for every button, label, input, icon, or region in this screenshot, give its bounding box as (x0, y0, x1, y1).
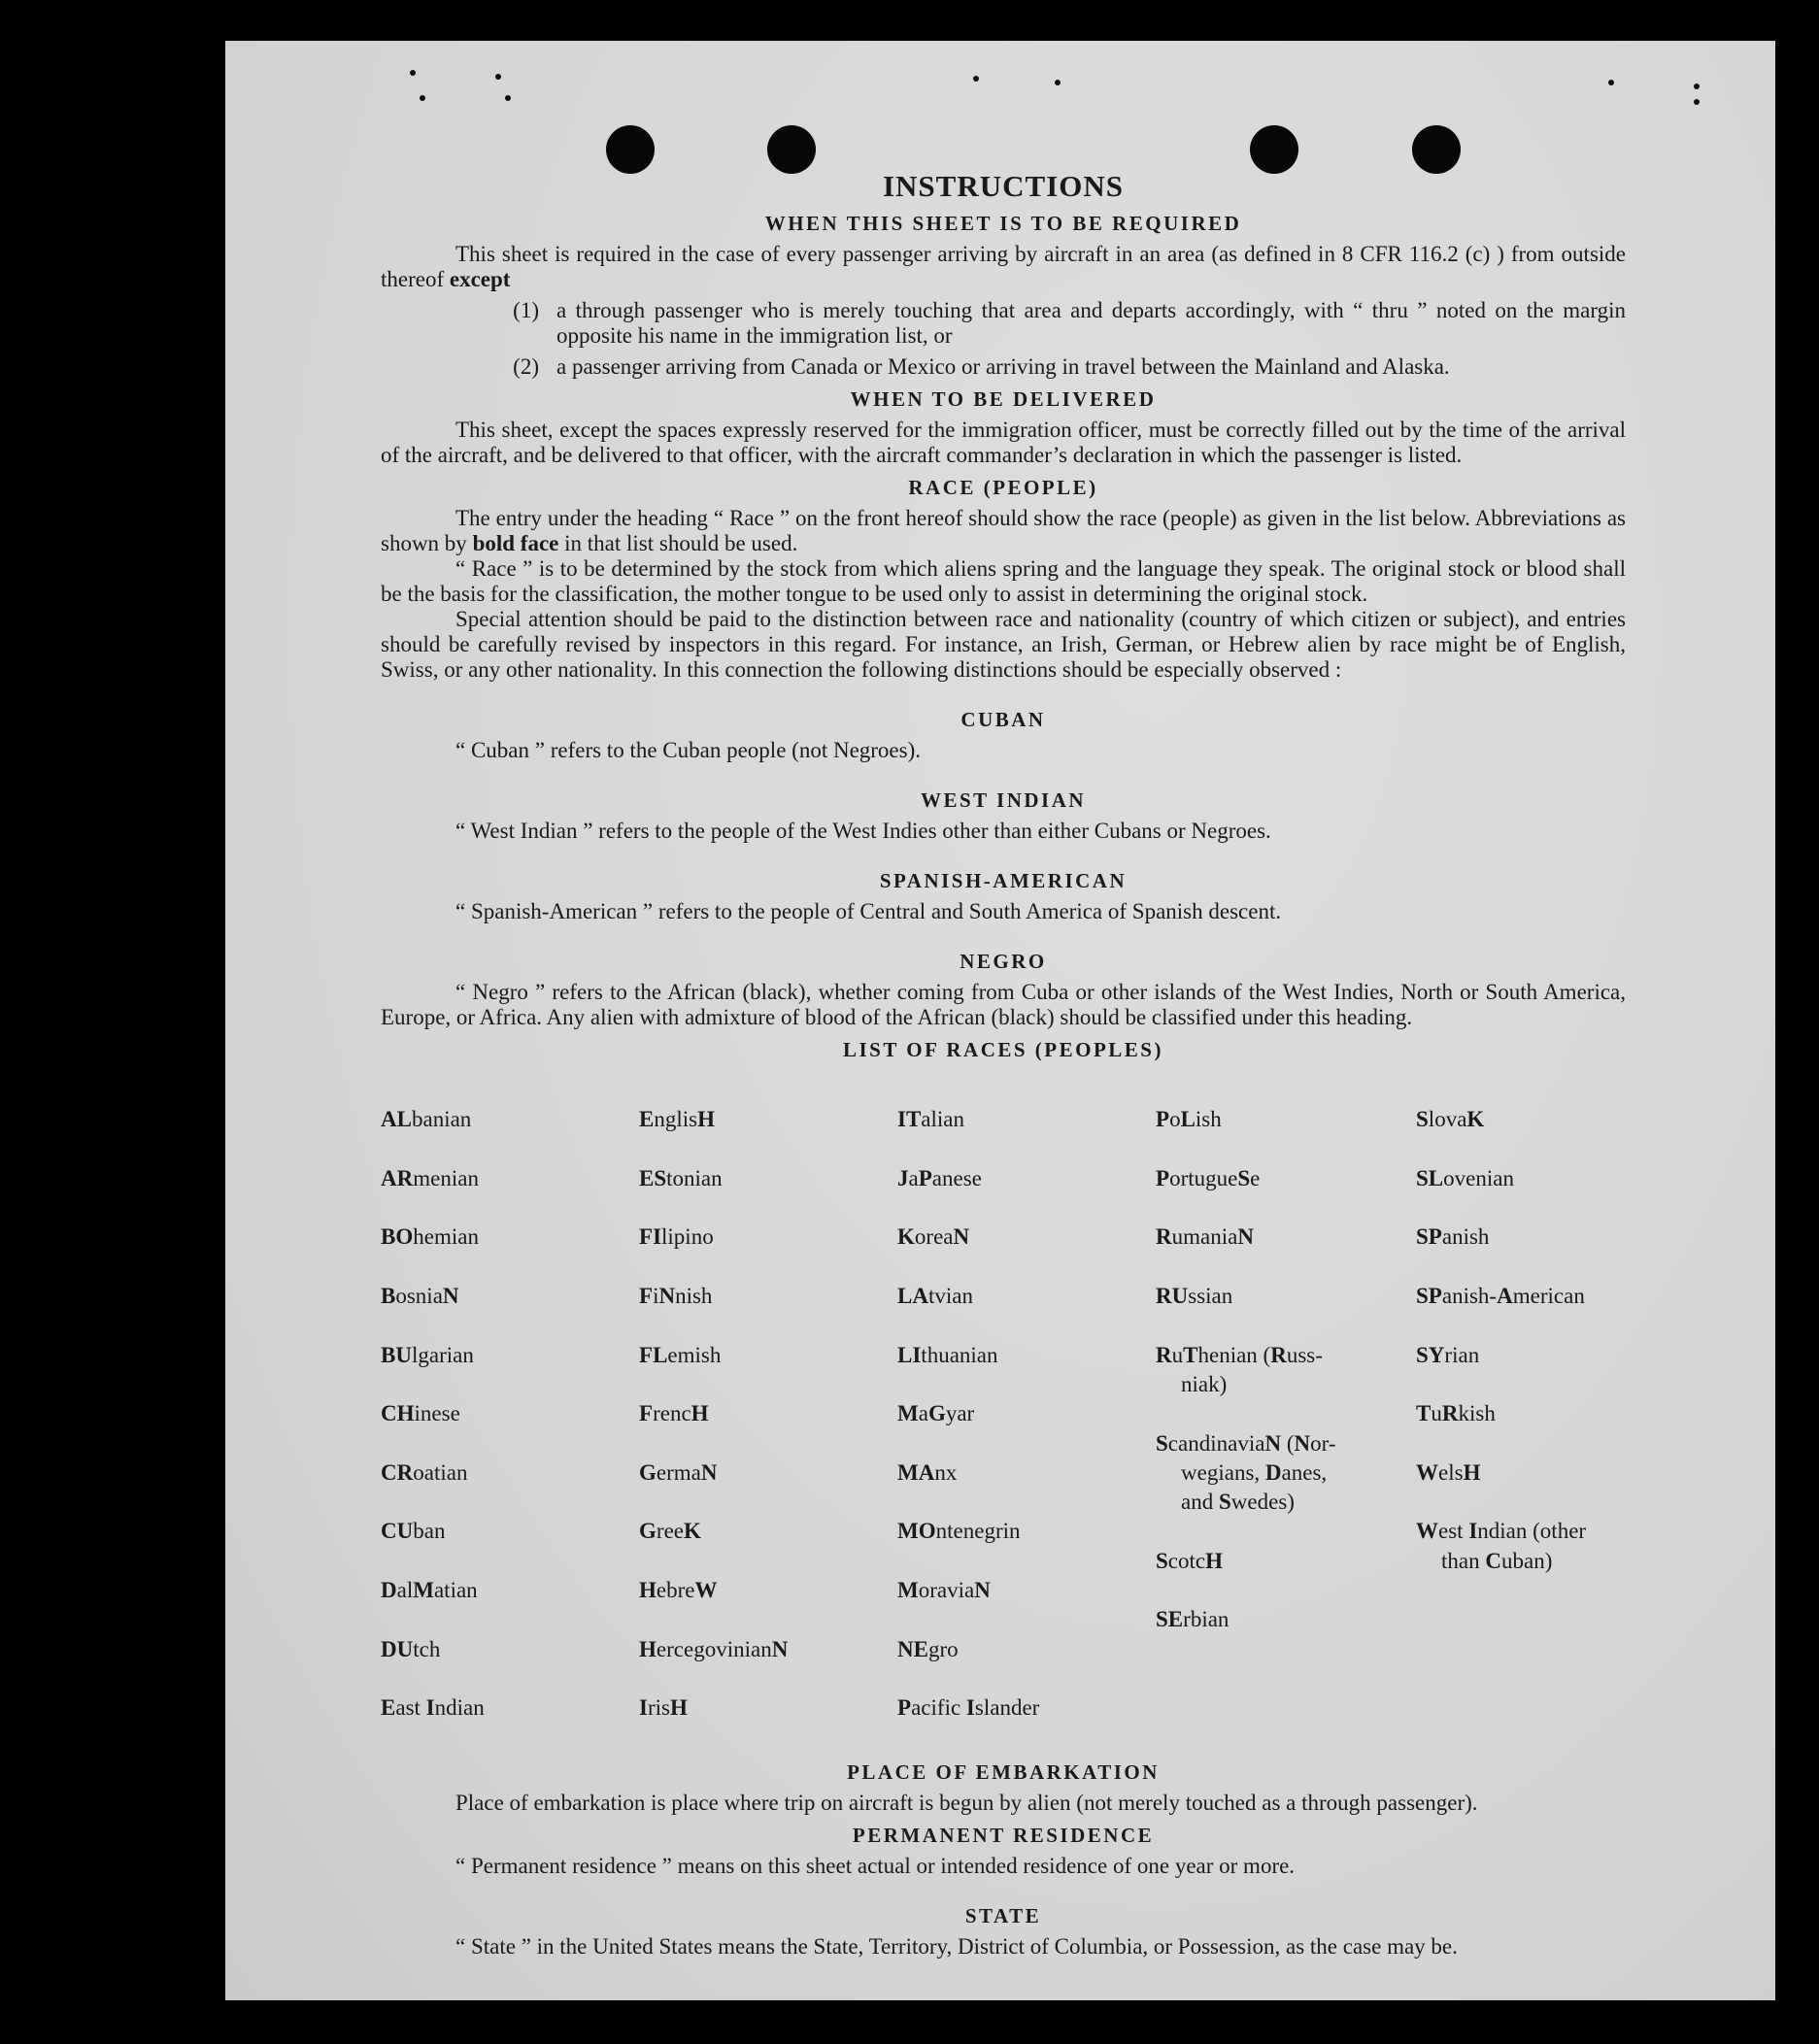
race-entry: CUban (381, 1519, 446, 1544)
exception-item-2 (381, 354, 1626, 380)
speck (1608, 80, 1614, 85)
when-delivered-text: This sheet, except the spaces expressly reserved for the immigration officer, must be correctly filled out by the time of the arrival of the aircraft, and be delivered to that officer, with the aircraft commander’s declaration in which the passenger is listed. (381, 418, 1626, 467)
exception-number: (1) (513, 298, 539, 322)
speck (420, 95, 425, 101)
race-entry: RUssian (1156, 1284, 1233, 1309)
race-paragraph-2: “ Race ” is to be determined by the stock from which aliens spring and the language they speak. The original stock or blood shall be the basis for the classification, the mother tongue to be used only to assist in determining the original stock. (381, 556, 1626, 606)
race-entry: PortugueSe (1156, 1165, 1261, 1190)
race-entry: ITalian (897, 1107, 965, 1132)
race-paragraph-3: Special attention should be paid to the distinction between race and nationality (country of which citizen or subject), and entries should be carefully revised by inspectors in this regard. For instance, an Irish, German, or Hebrew alien by race might be of English, Swiss, or any other nationality. In this connection the following distinctions should be especially observed : (381, 607, 1626, 682)
race-entry: CHinese (381, 1401, 460, 1426)
section-heading-when-required: WHEN THIS SHEET IS TO BE REQUIRED (764, 212, 1242, 235)
race-entry: GermaN (639, 1459, 718, 1485)
speck (1694, 84, 1700, 89)
race-entry: IrisH (639, 1695, 688, 1721)
speck (1694, 99, 1700, 105)
section-heading-spanish-american: SPANISH-AMERICAN (879, 869, 1128, 892)
race-entry: SPanish (1416, 1224, 1490, 1250)
races-column (1416, 1076, 1626, 1753)
race-entry: NEgro (897, 1636, 959, 1661)
race-entry: SErbian (1156, 1607, 1230, 1632)
race-entry: CRoatian (381, 1459, 468, 1485)
race-entry: SlovaK (1416, 1107, 1485, 1132)
races-list (381, 1076, 1626, 1753)
speck (505, 95, 511, 101)
exception-number: (2) (513, 354, 539, 379)
race-entry: RumaniaN (1156, 1224, 1254, 1250)
speck (1055, 80, 1061, 85)
race-entry: GreeK (639, 1519, 701, 1544)
race-entry: HebreW (639, 1578, 718, 1603)
section-heading-permanent-residence: PERMANENT RESIDENCE (852, 1823, 1155, 1847)
instructions-content (381, 167, 1626, 1960)
section-heading-negro: NEGRO (960, 950, 1047, 973)
race-entry: BOhemian (381, 1224, 479, 1250)
race-entry: WelsH (1416, 1459, 1481, 1485)
when-required-intro: This sheet is required in the case of every passenger arriving by aircraft in an area (as defined in 8 CFR 116.2 (c) ) from outside thereof except (381, 242, 1626, 291)
race-entry: SPanish-American (1416, 1284, 1585, 1309)
race-entry: BosniaN (381, 1284, 459, 1309)
race-entry: HercegovinianN (639, 1636, 789, 1661)
exception-item-1 (381, 298, 1626, 349)
race-entry: JaPanese (897, 1165, 982, 1190)
race-entry: SLovenian (1416, 1165, 1514, 1190)
race-entry: BUlgarian (381, 1342, 474, 1367)
exception-text: a passenger arriving from Canada or Mexico or arriving in travel between the Mainland and Alaska. (556, 354, 1450, 379)
race-entry: SYrian (1416, 1342, 1480, 1367)
race-paragraph-1: The entry under the heading “ Race ” on the front hereof should show the race (people) as given in the list below. Abbreviations as shown by bold face in that list should be used. (381, 506, 1626, 555)
race-entry: East Indian (381, 1695, 485, 1721)
section-heading-race: RACE (PEOPLE) (908, 476, 1098, 499)
race-entry: Pacific Islander (897, 1695, 1040, 1721)
races-column (1156, 1076, 1416, 1753)
race-entry: LAtvian (897, 1284, 973, 1309)
race-entry: PoLish (1156, 1107, 1222, 1132)
exception-text: a through passenger who is merely touching that area and departs accordingly, with “ thru ” noted on the margin opposite his name in the immigration list, or (556, 298, 1626, 348)
embarkation-text: Place of embarkation is place where trip on aircraft is begun by alien (not merely touched as a through passenger). (455, 1790, 1478, 1815)
race-entry: EnglisH (639, 1107, 715, 1132)
speck (410, 70, 416, 76)
race-entry: RuThenian (Russ- niak) (1156, 1342, 1323, 1396)
section-heading-state: STATE (964, 1903, 1042, 1927)
race-entry: MoraviaN (897, 1578, 991, 1603)
speck (495, 74, 501, 80)
race-entry: EStonian (639, 1165, 723, 1190)
permanent-residence-text: “ Permanent residence ” means on this sheet actual or intended residence of one year or more. (455, 1853, 1296, 1878)
cuban-text: “ Cuban ” refers to the Cuban people (not Negroes). (455, 738, 922, 762)
race-entry: ScotcH (1156, 1548, 1224, 1573)
section-heading-cuban: CUBAN (960, 708, 1046, 731)
race-entry: FiNnish (639, 1284, 713, 1309)
section-heading-embarkation: PLACE OF EMBARKATION (847, 1759, 1160, 1784)
race-entry: FIlipino (639, 1224, 714, 1250)
race-entry: MAnx (897, 1459, 958, 1485)
races-column (897, 1076, 1156, 1753)
west-indian-text: “ West Indian ” refers to the people of the West Indies other than either Cubans or Negroes. (455, 819, 1271, 843)
section-heading-west-indian: WEST INDIAN (920, 788, 1087, 812)
section-heading-list-of-races: LIST OF RACES (PEOPLES) (843, 1038, 1163, 1061)
spanish-american-text: “ Spanish-American ” refers to the people of Central and South America of Spanish descent. (455, 899, 1282, 923)
race-entry: FLemish (639, 1342, 722, 1367)
race-entry: DalMatian (381, 1578, 478, 1603)
speck (973, 76, 979, 82)
races-column (381, 1076, 639, 1753)
race-entry: West Indian (other than Cuban) (1416, 1519, 1587, 1573)
state-text: “ State ” in the United States means the State, Territory, District of Columbia, or Possession, as the case may be. (455, 1933, 1458, 1959)
race-entry: FrencH (639, 1401, 709, 1426)
race-entry: ARmenian (381, 1165, 479, 1190)
negro-text: “ Negro ” refers to the African (black), whether coming from Cuba or other islands of the West Indies, North or South America, Europe, or Africa. Any alien with admixture of blood of the African (black) should be classified under this heading. (381, 980, 1626, 1029)
race-entry: ScandinaviaN (Nor- wegians, Danes, and Swedes) (1156, 1430, 1336, 1515)
race-entry: ALbanian (381, 1107, 472, 1132)
section-heading-when-delivered: WHEN TO BE DELIVERED (850, 387, 1157, 411)
page-title: INSTRUCTIONS (882, 169, 1124, 203)
race-entry: KoreaN (897, 1224, 970, 1250)
race-entry: LIthuanian (897, 1342, 998, 1367)
race-entry: MOntenegrin (897, 1519, 1021, 1544)
race-entry: DUtch (381, 1636, 441, 1661)
race-entry: MaGyar (897, 1401, 975, 1426)
races-column (639, 1076, 897, 1753)
race-entry: TuRkish (1416, 1401, 1496, 1426)
